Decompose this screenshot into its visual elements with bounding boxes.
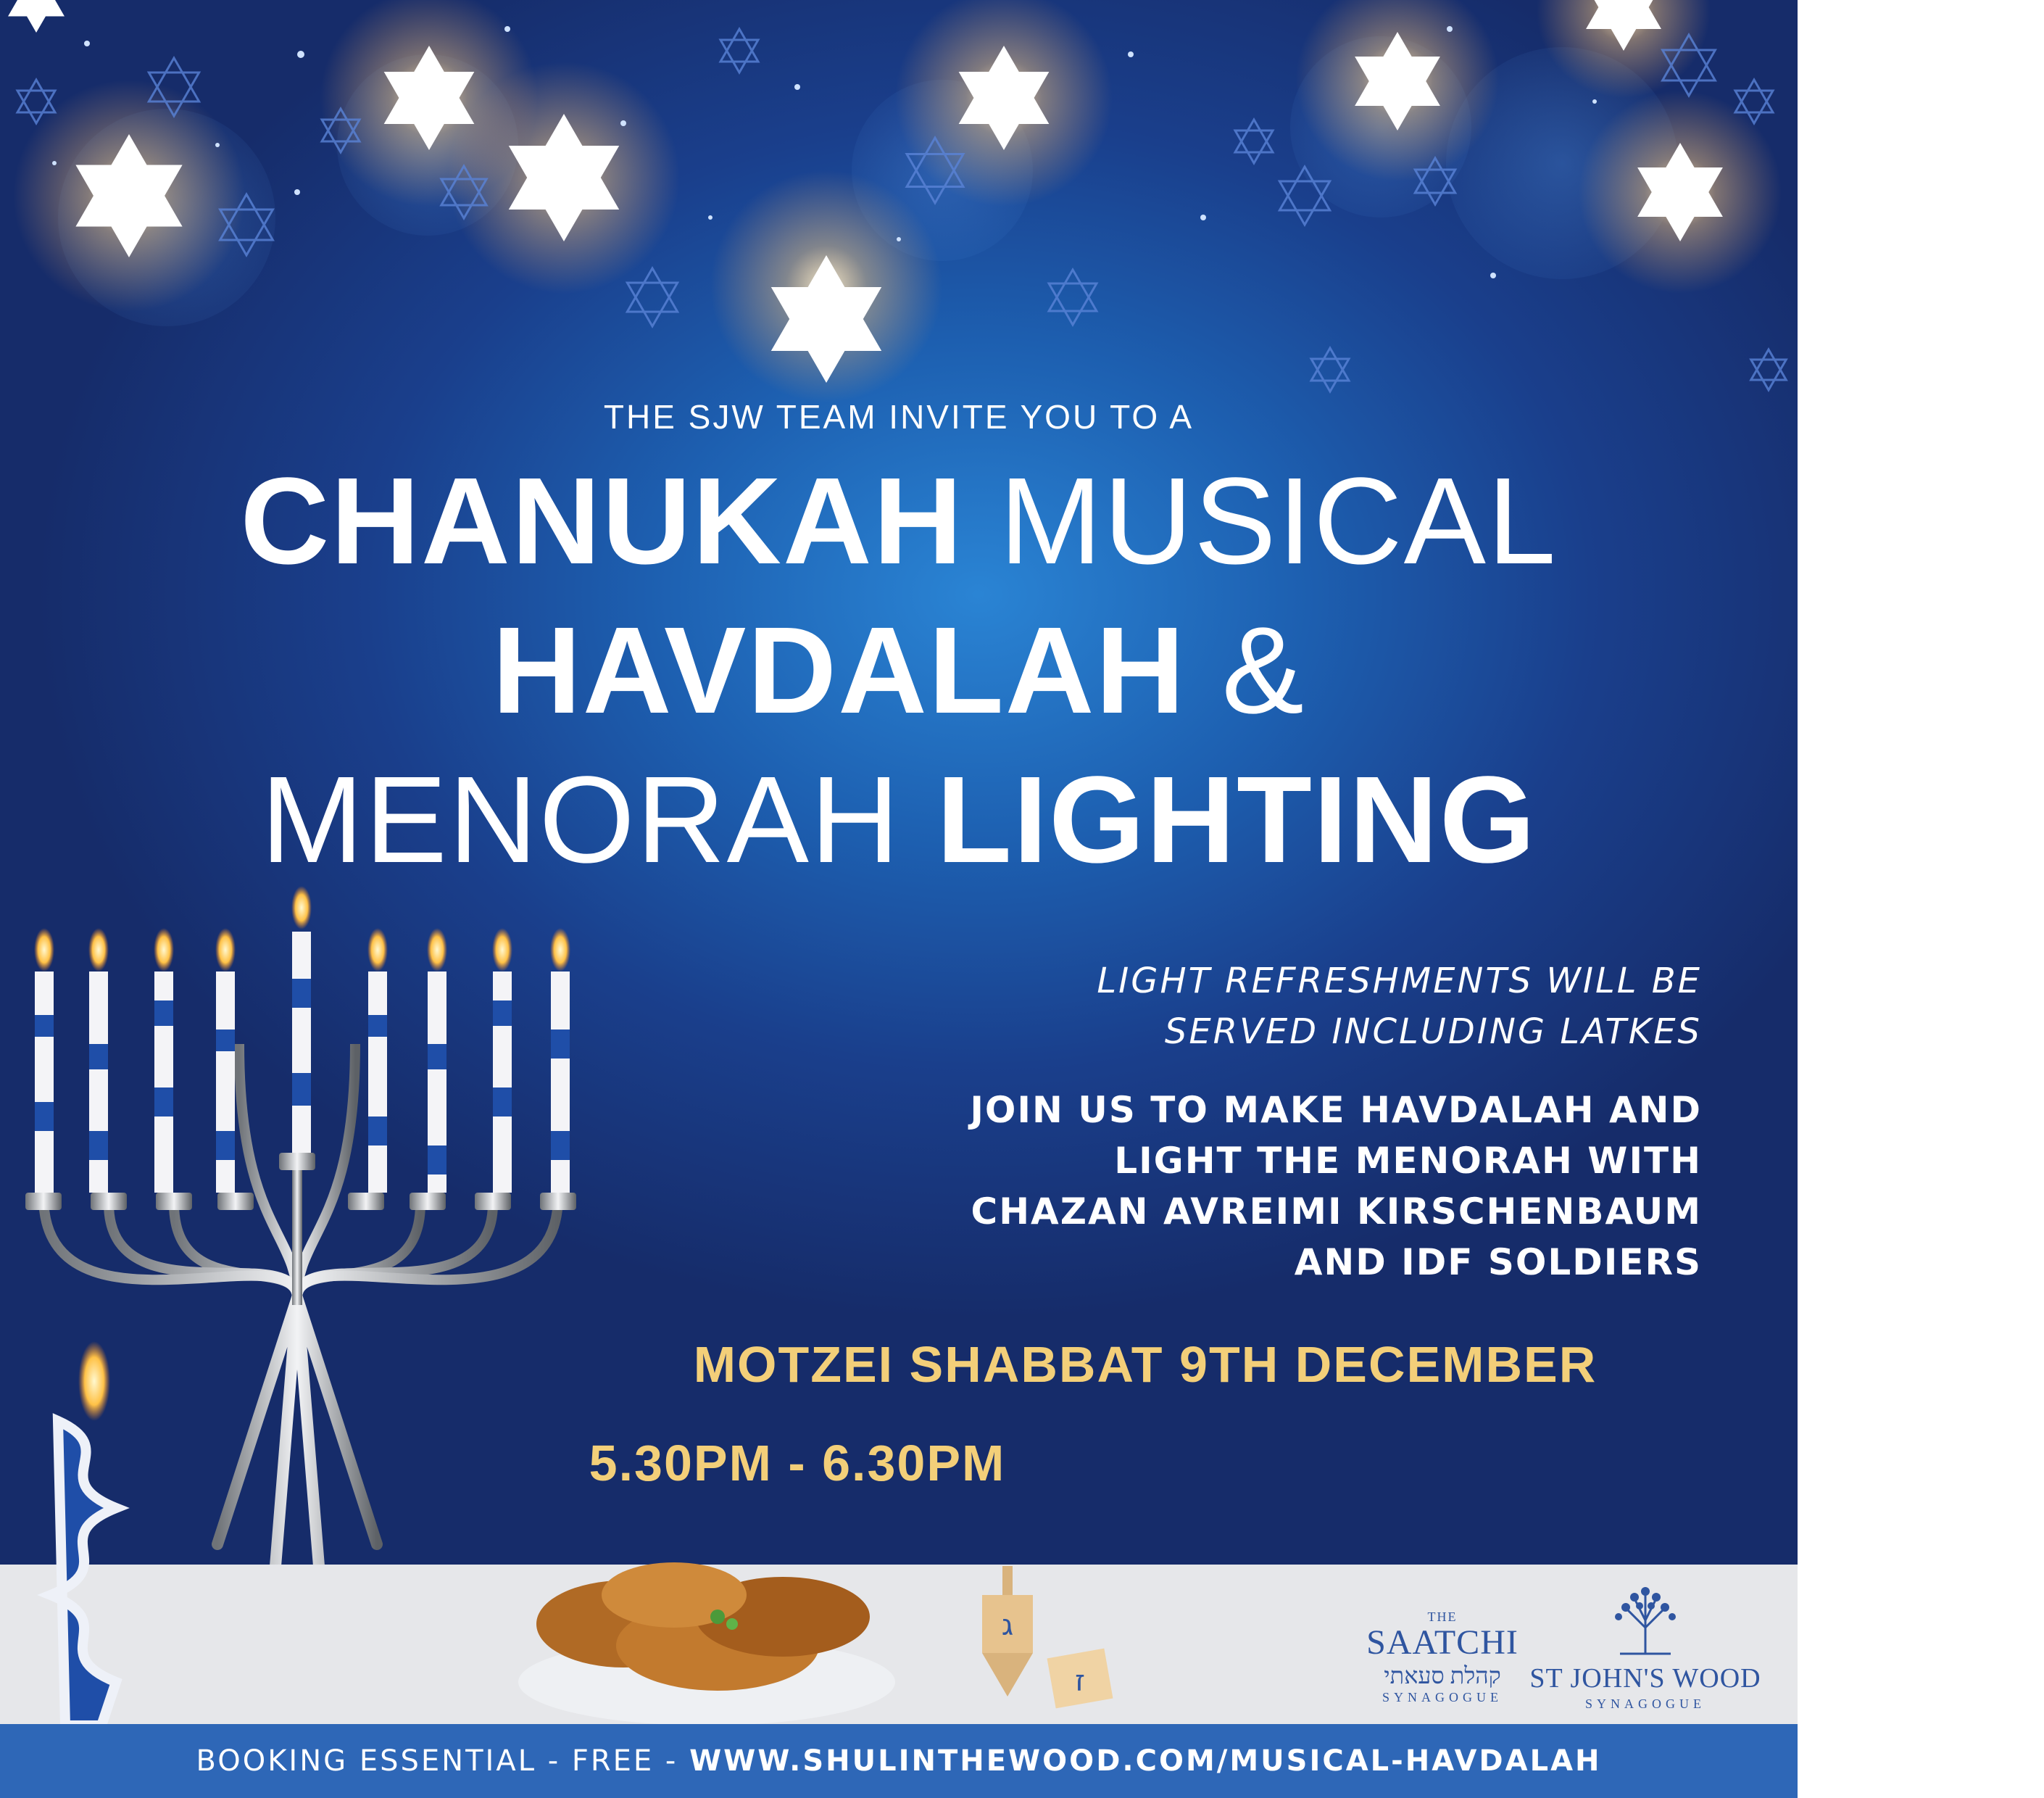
title-lighting: LIGHTING (936, 751, 1537, 889)
footer-booking-text: BOOKING ESSENTIAL - FREE - (196, 1744, 690, 1778)
latkes-plate-icon (518, 1562, 895, 1726)
logo-saatchi-hebrew: קהלת סעאתי (1384, 1662, 1501, 1689)
logo-the: THE (1427, 1610, 1458, 1624)
logo-sjw-sub: SYNAGOGUE (1585, 1696, 1706, 1711)
join-description (832, 1085, 1702, 1288)
refreshments-line: SERVED INCLUDING LATKES (1164, 1011, 1702, 1052)
candle-icon (215, 928, 236, 1193)
logo-saatchi-sub: SYNAGOGUE (1382, 1690, 1503, 1704)
join-line: LIGHT THE MENORAH WITH (1114, 1140, 1702, 1182)
tree-icon (1605, 1584, 1685, 1657)
svg-text:ג: ג (1001, 1609, 1014, 1642)
invite-line: THE SJW TEAM INVITE YOU TO A (603, 398, 1195, 436)
candle-icon (492, 928, 512, 1193)
title-havdalah: HAVDALAH (492, 602, 1187, 740)
title-menorah: MENORAH (260, 751, 901, 889)
booking-url-link[interactable]: WWW.SHULINTHEWOOD.COM/MUSICAL-HAVDALAH (689, 1744, 1602, 1778)
candle-icon (427, 928, 447, 1193)
candle-icon (550, 928, 570, 1193)
join-line: JOIN US TO MAKE HAVDALAH AND (970, 1089, 1702, 1131)
candle-icon (34, 928, 54, 1193)
join-line: AND IDF SOLDIERS (1294, 1241, 1702, 1283)
star-icon (8, 0, 65, 33)
candle-icon (88, 928, 109, 1193)
dreidel-icon (1047, 1649, 1113, 1709)
logo-sjw-name: ST JOHN'S WOOD (1529, 1663, 1761, 1694)
refreshments-note (832, 956, 1702, 1057)
candle-icon (154, 928, 174, 1193)
title-musical: MUSICAL (999, 452, 1558, 590)
title-line-2 (0, 602, 1798, 740)
event-time: 5.30PM - 6.30PM (589, 1435, 1006, 1491)
refreshments-line: LIGHT REFRESHMENTS WILL BE (1097, 961, 1702, 1001)
svg-text:ז: ז (1075, 1665, 1085, 1698)
saatchi-synagogue-logo (1359, 1610, 1526, 1705)
event-date: MOTZEI SHABBAT 9TH DECEMBER (693, 1336, 1598, 1393)
title-ampersand: & (1221, 602, 1305, 740)
join-line: CHAZAN AVREIMI KIRSCHENBAUM (971, 1190, 1702, 1232)
footer-booking-bar (0, 1724, 1798, 1798)
foreground-props (0, 1341, 1085, 1726)
candle-icon (367, 928, 388, 1193)
havdalah-candle-icon (51, 1341, 116, 1726)
title-line-1 (0, 452, 1798, 590)
title-chanukah: CHANUKAH (240, 452, 964, 590)
logo-saatchi-name: SAATCHI (1366, 1623, 1519, 1662)
st-johns-wood-synagogue-logo (1522, 1584, 1769, 1712)
candle-icon (291, 886, 312, 1153)
title-line-3 (0, 751, 1798, 889)
